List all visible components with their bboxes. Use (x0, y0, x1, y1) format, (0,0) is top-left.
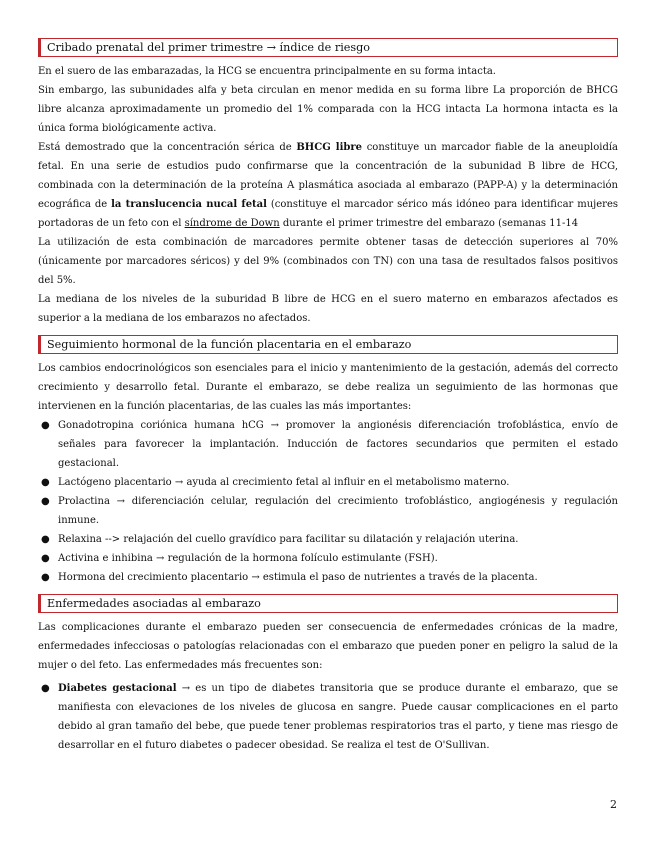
text-run: constituye un marcador fiable de la aneuploidía fetal. En una serie de estudios pudo confirmarse que la concentración de la subunidad B libre de HCG, combinada con la determinación de la proteína A plasmática asociada al embarazo (PAPP-A) y la determinación ecográfica de (38, 142, 619, 210)
text-run: Está demostrado que la concentración sérica de (38, 142, 297, 153)
list-item: ● Gonadotropina coriónica humana hCG → promover la angionésis diferenciación trofoblástica, envío de señales para favorecer la implantación. Inducción de factores secundarios que permiten el estado gestacional. (58, 416, 618, 473)
bullet-icon: ● (41, 420, 50, 431)
bullet-icon: ● (41, 477, 50, 488)
section-heading-enfermedades: Enfermedades asociadas al embarazo (38, 594, 618, 613)
hormone-list (38, 416, 618, 587)
text-run: durante el primer trimestre del embarazo (semanas 11-14 (279, 218, 579, 229)
section-heading-seguimiento: Seguimiento hormonal de la función placentaria en el embarazo (38, 335, 618, 354)
paragraph: La utilización de esta combinación de marcadores permite obtener tasas de detección superiores al 70% (únicamente por marcadores séricos) y del 9% (combinados con TN) con una tasa de resultados falsos positivos del 5%. (38, 237, 618, 286)
bullet-icon: ● (41, 553, 50, 564)
bullet-icon: ● (41, 683, 50, 694)
paragraph: Sin embargo, las subunidades alfa y beta circulan en menor medida en su forma libre La proporción de BHCG libre alcanza aproximadamente un promedio del 1% comparada con la HCG intacta La hormona intacta es la única forma biológicamente activa. (38, 85, 618, 134)
section-heading-cribado: Cribado prenatal del primer trimestre → índice de riesgo (38, 38, 618, 57)
disease-list (38, 679, 618, 755)
page-number: 2 (610, 798, 617, 811)
bullet-icon: ● (41, 496, 50, 507)
paragraph: Los cambios endocrinológicos son esenciales para el inicio y mantenimiento de la gestación, además del correcto crecimiento y desarrollo fetal. Durante el embarazo, se debe realiza un seguimiento de las hormonas que intervienen en la función placentarias, de las cuales las más importantes: (38, 363, 618, 412)
list-item: ● Activina e inhibina → regulación de la hormona folículo estimulante (FSH). (58, 549, 618, 568)
paragraph (38, 138, 618, 233)
bullet-icon: ● (41, 534, 50, 545)
text-run: (constituye el marcador sérico más idóneo para identificar mujeres portadoras de un feto con el (38, 199, 619, 229)
list-item: ● Relaxina --> relajación del cuello gravídico para facilitar su dilatación y relajación uterina. (58, 530, 618, 549)
underlined-term: síndrome de Down (184, 218, 280, 229)
paragraph: Las complicaciones durante el embarazo pueden ser consecuencia de enfermedades crónicas de la madre, enfermedades infecciosas o patologías relacionadas con el embarazo que pueden poner en peligro la salud de la mujer o del feto. Las enfermedades más frecuentes son: (38, 622, 618, 671)
bold-term: la translucencia nucal fetal (111, 199, 267, 210)
list-item: ● Diabetes gestacional → es un tipo de diabetes transitoria que se produce durante el embarazo, que se manifiesta con elevaciones de los niveles de glucosa en sangre. Puede causar complicaciones en el parto debido al gran tamaño del bebe, que puede tener problemas respiratorios tras el parto, y tiene mas riesgo de desarrollar en el futuro diabetes o padecer obesidad. Se realiza el test de O'Sullivan. (58, 679, 618, 755)
bullet-icon: ● (41, 572, 50, 583)
paragraph: En el suero de las embarazadas, la HCG se encuentra principalmente en su forma intacta. (38, 66, 496, 77)
paragraph: La mediana de los niveles de la suburidad B libre de HCG en el suero materno en embarazos afectados es superior a la mediana de los embarazos no afectados. (38, 294, 618, 324)
document-page (38, 38, 618, 755)
list-item: ● Hormona del crecimiento placentario → estimula el paso de nutrientes a través de la placenta. (58, 568, 618, 587)
bold-term: Diabetes gestacional (58, 683, 177, 694)
list-item: ● Prolactina → diferenciación celular, regulación del crecimiento trofoblástico, angiogénesis y regulación inmune. (58, 492, 618, 530)
list-item: ● Lactógeno placentario → ayuda al crecimiento fetal al influir en el metabolismo materno. (58, 473, 618, 492)
bold-term: BHCG libre (296, 142, 362, 153)
